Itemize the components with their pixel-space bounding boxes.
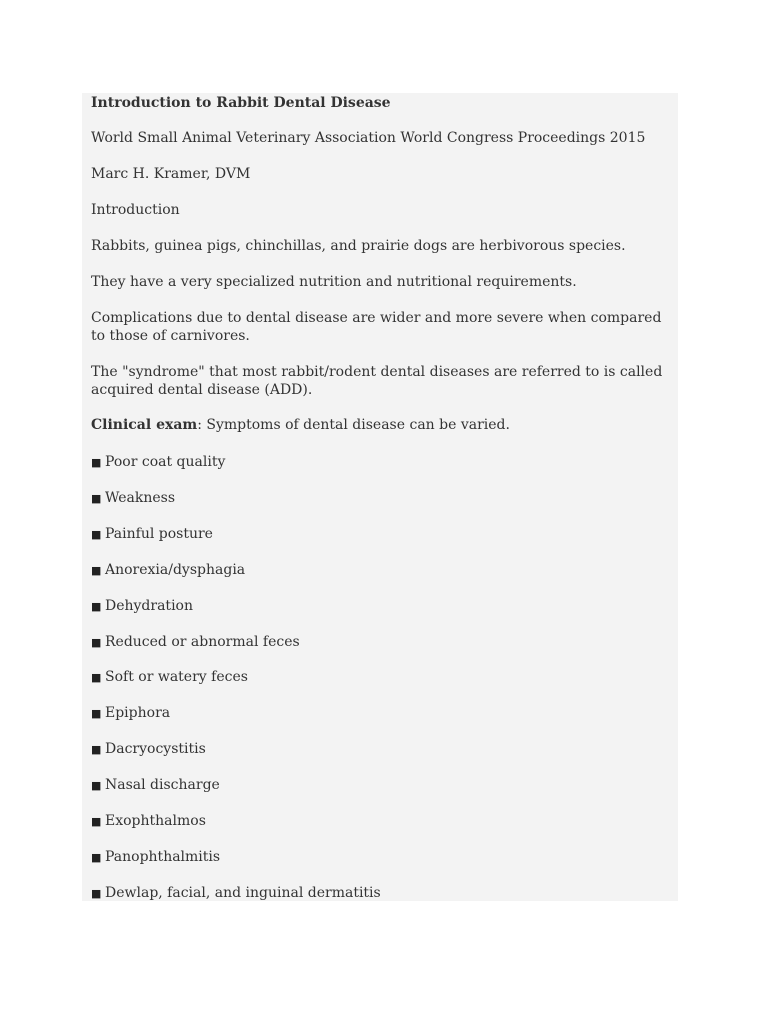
bullet-icon: ■ (91, 527, 102, 541)
clinical-exam-label: Clinical exam (91, 417, 198, 433)
bullet-icon: ■ (91, 707, 102, 721)
symptom-text: Reduced or abnormal feces (105, 633, 300, 650)
symptom-text: Nasal discharge (105, 777, 220, 794)
symptom-item (91, 884, 664, 903)
clinical-exam-line (91, 416, 664, 434)
symptom-item (91, 776, 664, 795)
symptom-text: Epiphora (105, 705, 171, 722)
bullet-icon: ■ (91, 850, 102, 864)
symptom-item (91, 704, 664, 723)
symptom-text: Weakness (105, 489, 176, 506)
clinical-exam-text: : Symptoms of dental disease can be varied. (197, 417, 510, 433)
symptom-text: Exophthalmos (105, 813, 206, 829)
document-content (82, 93, 678, 901)
bullet-icon: ■ (91, 743, 102, 757)
symptom-item (91, 525, 664, 544)
paragraph-2: They have a very specialized nutrition and nutritional requirements. (91, 274, 577, 290)
symptom-item (91, 633, 664, 652)
symptom-text: Soft or watery feces (105, 669, 248, 686)
paragraph-3: Complications due to dental disease are wider and more severe when compared to those of carnivores. (91, 310, 662, 344)
bullet-icon: ■ (91, 456, 102, 469)
symptom-item (91, 848, 664, 867)
symptom-text: Panophthalmitis (105, 848, 221, 865)
symptom-item (91, 812, 664, 831)
bullet-icon: ■ (91, 815, 102, 828)
bullet-icon: ■ (91, 671, 102, 685)
symptom-text: Painful posture (105, 525, 213, 542)
bullet-icon: ■ (91, 491, 102, 505)
paragraph-4: The "syndrome" that most rabbit/rodent dental diseases are referred to is called acquired dental disease (ADD). (91, 364, 663, 398)
bullet-icon: ■ (91, 779, 102, 793)
symptom-item (91, 561, 664, 580)
symptom-text: Anorexia/dysphagia (105, 561, 246, 578)
symptom-item (91, 740, 664, 759)
document-source: World Small Animal Veterinary Association World Congress Proceedings 2015 (91, 130, 646, 146)
symptom-text: Poor coat quality (105, 454, 226, 470)
symptom-text: Dehydration (105, 597, 193, 614)
symptom-text: Dacryocystitis (105, 741, 206, 758)
symptom-item (91, 668, 664, 687)
symptom-item (91, 489, 664, 508)
bullet-icon: ■ (91, 635, 102, 649)
symptom-text: Dewlap, facial, and inguinal dermatitis (105, 884, 381, 901)
bullet-icon: ■ (91, 886, 102, 900)
section-heading: Introduction (91, 202, 180, 218)
bullet-icon: ■ (91, 599, 102, 613)
document-title: Introduction to Rabbit Dental Disease (91, 95, 391, 111)
bullet-icon: ■ (91, 563, 102, 577)
document-author: Marc H. Kramer, DVM (91, 166, 251, 182)
symptom-item (91, 597, 664, 616)
paragraph-1: Rabbits, guinea pigs, chinchillas, and prairie dogs are herbivorous species. (91, 238, 626, 254)
symptom-item (91, 453, 664, 472)
